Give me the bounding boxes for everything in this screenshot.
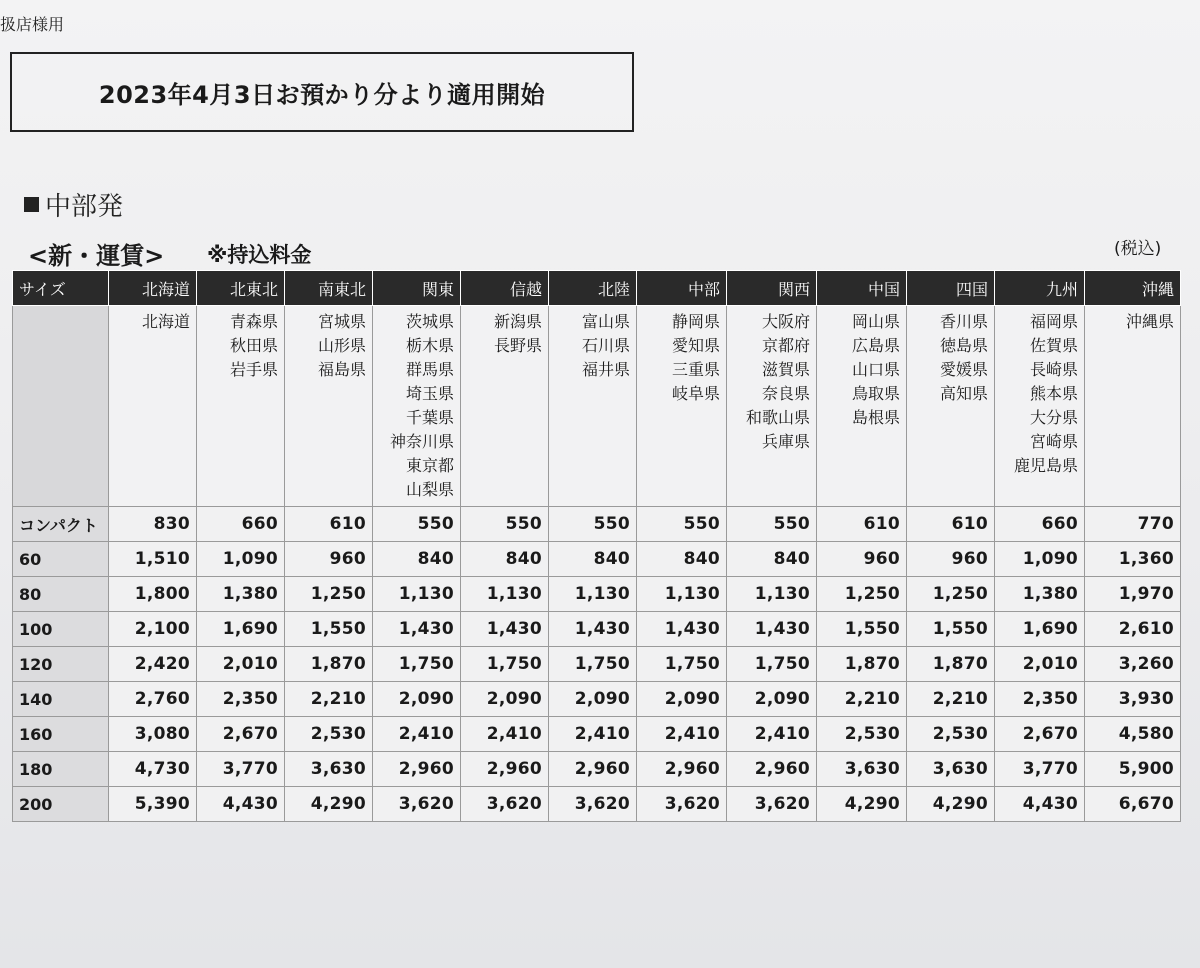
price-cell: 2,670 [197,717,285,752]
prefecture-name: 熊本県 [1029,384,1078,403]
square-bullet-icon [24,197,39,212]
region-prefectures [1085,306,1181,507]
price-cell: 1,130 [727,577,817,612]
price-cell: 660 [995,507,1085,542]
prefecture-name: 石川県 [581,336,630,355]
price-cell: 960 [285,542,373,577]
price-cell: 5,390 [109,787,197,822]
prefecture-name: 福井県 [581,360,630,379]
price-cell: 2,530 [817,717,907,752]
price-cell: 550 [727,507,817,542]
price-cell: 3,620 [727,787,817,822]
prefecture-name: 千葉県 [405,408,454,427]
price-cell: 2,100 [109,612,197,647]
size-header: サイズ [13,271,109,306]
price-cell: 610 [285,507,373,542]
region-header: 沖縄 [1085,271,1181,306]
shipping-rate-table [12,270,1181,822]
price-cell: 4,430 [995,787,1085,822]
prefecture-name: 佐賀県 [1029,336,1078,355]
price-cell: 610 [907,507,995,542]
prefecture-name: 東京都 [405,456,454,475]
region-header-row [13,271,1181,306]
price-cell: 4,290 [817,787,907,822]
prefecture-name: 香川県 [939,312,988,331]
price-cell: 3,260 [1085,647,1181,682]
price-cell: 2,530 [285,717,373,752]
price-cell: 2,090 [727,682,817,717]
price-cell: 2,350 [197,682,285,717]
prefecture-name: 愛媛県 [939,360,988,379]
prefecture-name: 高知県 [939,384,988,403]
region-prefectures [285,306,373,507]
region-header: 南東北 [285,271,373,306]
prefecture-name: 徳島県 [939,336,988,355]
prefecture-name: 鳥取県 [851,384,900,403]
region-prefectures [995,306,1085,507]
price-cell: 1,430 [549,612,637,647]
prefecture-name: 大分県 [1029,408,1078,427]
price-cell: 2,410 [637,717,727,752]
region-header: 関西 [727,271,817,306]
prefecture-name: 山梨県 [405,480,454,499]
table-row [13,612,1181,647]
prefecture-row-label [13,306,109,507]
price-cell: 1,130 [461,577,549,612]
price-cell: 2,090 [461,682,549,717]
prefecture-name: 青森県 [229,312,278,331]
top-note: 扱店様用 [0,15,65,34]
price-cell: 6,670 [1085,787,1181,822]
region-prefectures [373,306,461,507]
price-cell: 1,430 [373,612,461,647]
prefecture-name: 兵庫県 [761,432,810,451]
price-cell: 1,430 [637,612,727,647]
prefecture-name: 山形県 [317,336,366,355]
price-cell: 3,930 [1085,682,1181,717]
price-cell: 1,380 [197,577,285,612]
size-label: 100 [13,612,109,647]
price-cell: 2,210 [817,682,907,717]
price-cell: 830 [109,507,197,542]
price-cell: 1,870 [907,647,995,682]
price-cell: 3,630 [817,752,907,787]
price-cell: 5,900 [1085,752,1181,787]
price-cell: 1,360 [1085,542,1181,577]
price-cell: 1,550 [285,612,373,647]
table-row [13,542,1181,577]
price-cell: 1,690 [197,612,285,647]
price-cell: 1,970 [1085,577,1181,612]
prefecture-name: 沖縄県 [1125,312,1174,331]
price-cell: 2,210 [285,682,373,717]
price-cell: 3,630 [285,752,373,787]
size-label: 60 [13,542,109,577]
price-cell: 550 [549,507,637,542]
price-cell: 3,620 [461,787,549,822]
prefecture-name: 京都府 [761,336,810,355]
price-cell: 2,420 [109,647,197,682]
size-label: 180 [13,752,109,787]
price-cell: 1,800 [109,577,197,612]
price-cell: 840 [549,542,637,577]
price-cell: 4,730 [109,752,197,787]
prefecture-name: 島根県 [851,408,900,427]
price-cell: 2,960 [727,752,817,787]
price-cell: 840 [727,542,817,577]
region-prefectures [907,306,995,507]
prefecture-name: 静岡県 [671,312,720,331]
price-cell: 4,580 [1085,717,1181,752]
region-header: 信越 [461,271,549,306]
price-cell: 2,090 [549,682,637,717]
prefecture-row [13,306,1181,507]
price-cell: 2,010 [995,647,1085,682]
price-cell: 4,430 [197,787,285,822]
price-cell: 2,610 [1085,612,1181,647]
price-cell: 3,620 [549,787,637,822]
region-header: 四国 [907,271,995,306]
region-header: 九州 [995,271,1085,306]
price-cell: 1,550 [817,612,907,647]
price-cell: 1,250 [817,577,907,612]
price-cell: 4,290 [285,787,373,822]
rate-title: <新・運賃> [28,242,165,270]
price-cell: 1,750 [461,647,549,682]
prefecture-name: 鹿児島県 [1013,456,1078,475]
table-row [13,577,1181,612]
size-label: コンパクト [13,507,109,542]
price-cell: 2,410 [461,717,549,752]
region-prefectures [109,306,197,507]
price-cell: 1,090 [995,542,1085,577]
region-header: 中国 [817,271,907,306]
prefecture-name: 岩手県 [229,360,278,379]
prefecture-name: 愛知県 [671,336,720,355]
price-cell: 660 [197,507,285,542]
price-cell: 1,750 [549,647,637,682]
price-cell: 1,430 [461,612,549,647]
prefecture-name: 富山県 [581,312,630,331]
price-cell: 1,690 [995,612,1085,647]
prefecture-name: 秋田県 [229,336,278,355]
price-cell: 2,090 [637,682,727,717]
prefecture-name: 長崎県 [1029,360,1078,379]
price-cell: 1,130 [637,577,727,612]
region-prefectures [549,306,637,507]
table-row [13,682,1181,717]
price-cell: 2,760 [109,682,197,717]
price-cell: 550 [637,507,727,542]
price-cell: 1,550 [907,612,995,647]
size-label: 120 [13,647,109,682]
region-header: 北海道 [109,271,197,306]
table-row [13,507,1181,542]
size-label: 140 [13,682,109,717]
prefecture-name: 神奈川県 [389,432,454,451]
price-cell: 2,010 [197,647,285,682]
prefecture-name: 新潟県 [493,312,542,331]
price-cell: 550 [373,507,461,542]
price-cell: 2,530 [907,717,995,752]
section-title [24,186,123,223]
price-cell: 3,080 [109,717,197,752]
region-header: 北陸 [549,271,637,306]
table-row [13,752,1181,787]
prefecture-name: 宮崎県 [1029,432,1078,451]
price-cell: 2,410 [549,717,637,752]
price-cell: 2,350 [995,682,1085,717]
prefecture-name: 大阪府 [761,312,810,331]
table-row [13,717,1181,752]
price-cell: 2,960 [461,752,549,787]
prefecture-name: 群馬県 [405,360,454,379]
prefecture-name: 岐阜県 [671,384,720,403]
region-header: 北東北 [197,271,285,306]
price-cell: 3,770 [197,752,285,787]
prefecture-name: 滋賀県 [761,360,810,379]
region-header: 中部 [637,271,727,306]
prefecture-name: 和歌山県 [745,408,810,427]
region-prefectures [461,306,549,507]
price-cell: 1,430 [727,612,817,647]
size-label: 80 [13,577,109,612]
price-cell: 1,130 [549,577,637,612]
prefecture-name: 茨城県 [405,312,454,331]
price-cell: 2,960 [637,752,727,787]
price-cell: 1,130 [373,577,461,612]
prefecture-name: 埼玉県 [405,384,454,403]
price-cell: 1,870 [817,647,907,682]
size-label: 160 [13,717,109,752]
price-cell: 610 [817,507,907,542]
price-cell: 840 [461,542,549,577]
prefecture-name: 栃木県 [405,336,454,355]
price-cell: 1,510 [109,542,197,577]
price-cell: 1,870 [285,647,373,682]
price-cell: 1,090 [197,542,285,577]
prefecture-name: 福島県 [317,360,366,379]
price-cell: 1,380 [995,577,1085,612]
price-cell: 3,630 [907,752,995,787]
prefecture-name: 奈良県 [761,384,810,403]
price-cell: 3,620 [637,787,727,822]
price-cell: 2,670 [995,717,1085,752]
prefecture-name: 福岡県 [1029,312,1078,331]
prefecture-name: 長野県 [493,336,542,355]
price-cell: 4,290 [907,787,995,822]
price-cell: 3,770 [995,752,1085,787]
price-cell: 2,410 [373,717,461,752]
price-cell: 2,210 [907,682,995,717]
carry-in-note: ※持込料金 [207,243,312,267]
prefecture-name: 山口県 [851,360,900,379]
price-cell: 1,250 [285,577,373,612]
table-row [13,647,1181,682]
table-row [13,787,1181,822]
price-cell: 2,410 [727,717,817,752]
notice-text: 2023年4月3日お預かり分より適用開始 [98,80,546,109]
price-cell: 960 [907,542,995,577]
price-cell: 840 [637,542,727,577]
region-prefectures [637,306,727,507]
region-header: 関東 [373,271,461,306]
price-cell: 2,960 [549,752,637,787]
price-cell: 1,750 [373,647,461,682]
size-label: 200 [13,787,109,822]
prefecture-name: 北海道 [141,312,190,331]
price-cell: 1,750 [637,647,727,682]
region-prefectures [727,306,817,507]
tax-included-note: (税込) [1114,239,1162,259]
price-cell: 2,960 [373,752,461,787]
effective-date-notice [10,52,634,132]
prefecture-name: 宮城県 [317,312,366,331]
price-cell: 1,750 [727,647,817,682]
prefecture-name: 三重県 [671,360,720,379]
section-title-text: 中部発 [45,192,124,222]
price-cell: 3,620 [373,787,461,822]
price-cell: 770 [1085,507,1181,542]
region-prefectures [817,306,907,507]
price-cell: 1,250 [907,577,995,612]
region-prefectures [197,306,285,507]
prefecture-name: 広島県 [851,336,900,355]
price-cell: 840 [373,542,461,577]
prefecture-name: 岡山県 [851,312,900,331]
price-cell: 550 [461,507,549,542]
price-cell: 960 [817,542,907,577]
price-cell: 2,090 [373,682,461,717]
